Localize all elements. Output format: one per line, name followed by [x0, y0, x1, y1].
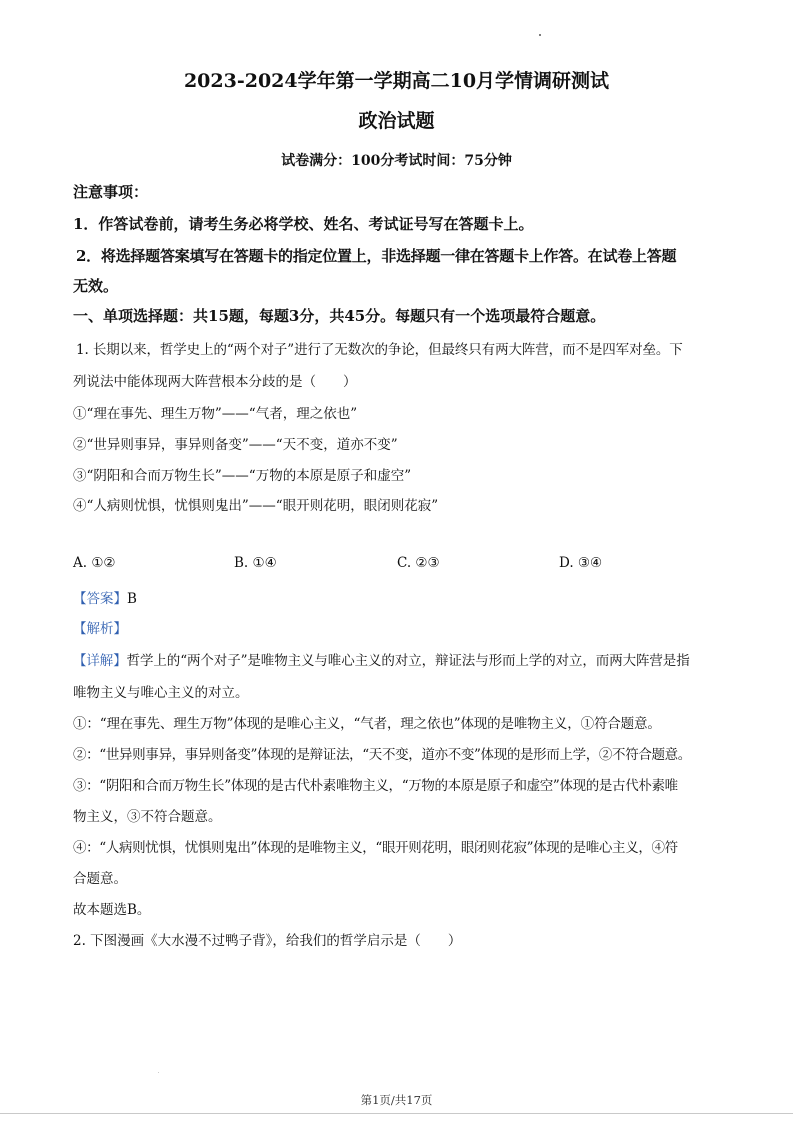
q1-explanation-2: ②：“世异则事异，事异则备变”体现的是辩证法，“天不变，道亦不变”体现的是形而上学，②不符合题意。 [73, 747, 691, 763]
q1-explanation-3-line-2: 物主义，③不符合题意。 [73, 809, 222, 825]
q1-choice-c: C. ②③ [397, 555, 440, 571]
q1-explanation-1: ①：“理在事先、理生万物”体现的是唯心主义，“气者，理之依也”体现的是唯物主义，①符合题意。 [73, 716, 661, 732]
exam-title: 2023-2024学年第一学期高二10月学情调研测试 [183, 70, 610, 92]
notice-item-2-line-1: 2．将选择题答案填写在答题卡的指定位置上，非选择题一律在答题卡上作答。在试卷上答题 [76, 247, 677, 265]
q1-explanation-4-line-1: ④：“人病则忧惧，忧惧则鬼出”体现的是唯物主义，“眼开则花明，眼闭则花寂”体现的是唯心主义，④符 [73, 840, 678, 856]
analysis-tag: 【解析】 [73, 621, 127, 637]
q1-option-2: ②“世异则事异，事异则备变”——“天不变，道亦不变” [73, 437, 398, 453]
q1-choice-d: D. ③④ [559, 555, 603, 571]
q1-explanation-4-line-2: 合题意。 [73, 871, 127, 887]
q1-choice-a: A. ①② [73, 555, 116, 571]
answer-tag: 【答案】 [73, 591, 127, 607]
q1-conclusion: 故本题选B。 [73, 902, 151, 918]
detail-tag: 【详解】 [73, 653, 127, 669]
q1-explanation-3-line-1: ③：“阴阳和合而万物生长”体现的是古代朴素唯物主义，“万物的本原是原子和虚空”体现的是古代朴素唯 [73, 778, 678, 794]
q1-stem-line-1: 1. 长期以来，哲学史上的“两个对子”进行了无数次的争论，但最终只有两大阵营，而不是四军对垒。下 [76, 342, 683, 358]
q1-option-4: ④“人病则忧惧，忧惧则鬼出”——“眼开则花明，眼闭则花寂” [73, 498, 439, 514]
q1-stem-line-2: 列说法中能体现两大阵营根本分歧的是（ ） [73, 374, 357, 390]
detail-text: 哲学上的“两个对子”是唯物主义与唯心主义的对立，辩证法与形而上学的对立，而两大阵营是指 [126, 653, 690, 669]
q1-option-1: ①“理在事先、理生万物”——“气者，理之依也” [73, 406, 358, 422]
footer-rule [0, 1113, 793, 1114]
q2-stem: 2. 下图漫画《大水漫不过鸭子背》，给我们的哲学启示是（ ） [73, 933, 462, 949]
section-heading: 一、单项选择题：共15题，每题3分，共45分。每题只有一个选项最符合题意。 [73, 307, 606, 325]
answer-value: B [127, 591, 137, 607]
q1-option-3: ③“阴阳和合而万物生长”——“万物的本原是原子和虚空” [73, 468, 412, 484]
exam-meta: 试卷满分：100分考试时间：75分钟 [281, 153, 512, 169]
q1-choice-b: B. ①④ [234, 555, 277, 571]
bottom-speck [158, 1072, 159, 1073]
notice-item-2-line-2: 无效。 [73, 277, 119, 295]
notice-item-1: 1．作答试卷前，请考生务必将学校、姓名、考试证号写在答题卡上。 [73, 215, 534, 233]
top-speck [539, 34, 541, 36]
q1-detail-line-1 [73, 649, 690, 669]
page-number: 第1页/共17页 [360, 1093, 433, 1107]
notice-heading: 注意事项： [73, 183, 149, 201]
q1-answer-line [73, 587, 137, 607]
subject-title: 政治试题 [358, 110, 435, 132]
q1-detail-line-2: 唯物主义与唯心主义的对立。 [73, 685, 249, 701]
